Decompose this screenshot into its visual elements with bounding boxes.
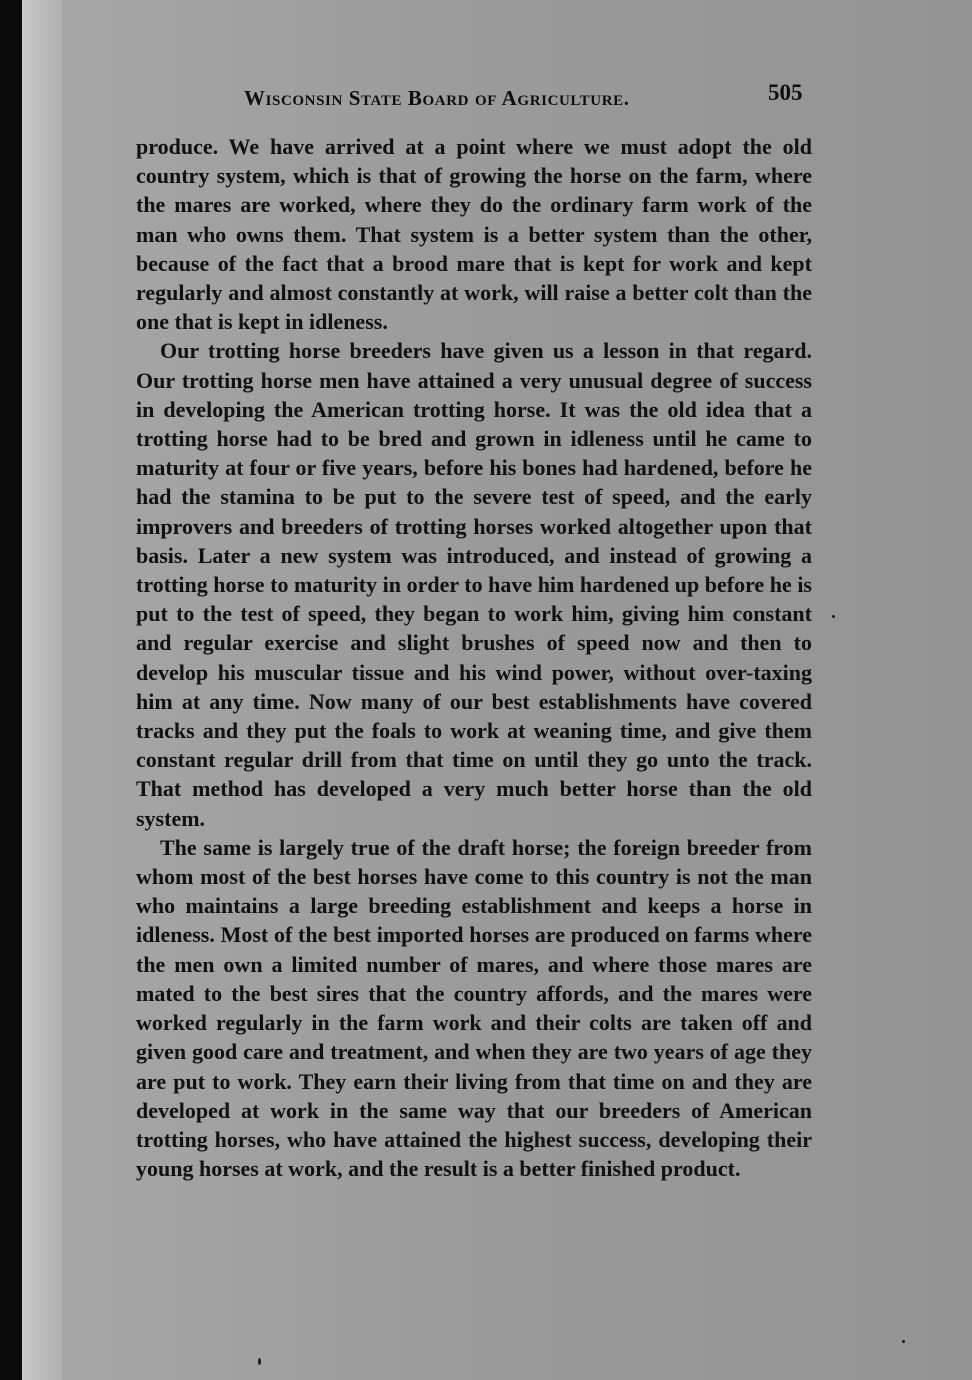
scan-speck: [258, 1358, 261, 1365]
scan-speck: [832, 615, 835, 618]
page-gutter: [22, 0, 62, 1380]
page-number: 505: [768, 80, 803, 105]
paragraph-2: Our trotting horse breeders have given us a lesson in that regard. Our trotting horse men have attained a very unusual degree of success in developing the American trotting horse. It was the old idea that a trotting horse had to be bred and grown in idleness until he came to maturity at four or five years, before his bones had hardened, before he had the stamina to be put to the severe test of speed, and the early improvers and breeders of trotting horses worked altogether upon that basis. Later a new system was introduced, and instead of growing a trotting horse to maturity in order to have him hardened up before he is put to the test of speed, they began to work him, giving him constant and regular exercise and slight brushes of speed now and then to develop his muscular tissue and his wind power, without over-taxing him at any time. Now many of our best establishments have covered tracks and they put the foals to work at weaning time, and give them constant regular drill from that time on until they go unto the track. That method has developed a very much better horse than the old system.: [136, 338, 812, 831]
book-page: [22, 0, 972, 1380]
running-head: Wisconsin State Board of Agriculture.: [244, 86, 630, 110]
page-body: [136, 132, 812, 1183]
scan-speck: [902, 1340, 905, 1343]
paragraph-1: produce. We have arrived at a point where we must adopt the old country system, which is that of growing the horse on the farm, where the mares are worked, where they do the ordinary farm work of the man who owns them. That system is a better system than the other, because of the fact that a brood mare that is kept for work and kept regularly and almost constantly at work, will raise a better colt than the one that is kept in idleness.: [136, 134, 812, 335]
page-header: [22, 78, 972, 118]
paragraph-3: The same is largely true of the draft horse; the foreign breeder from whom most of the best horses have come to this country is not the man who maintains a large breeding establishment and keeps a horse in idleness. Most of the best imported horses are produced on farms where the men own a limited number of mares, and where those mares are mated to the best sires that the country affords, and the mares were worked regularly in the farm work and their colts are taken off and given good care and treatment, and when they are two years of age they are put to work. They earn their living from that time on and they are developed at work in the same way that our breeders of American trotting horses, who have attained the highest success, developing their young horses at work, and the result is a better finished product.: [136, 834, 812, 1182]
